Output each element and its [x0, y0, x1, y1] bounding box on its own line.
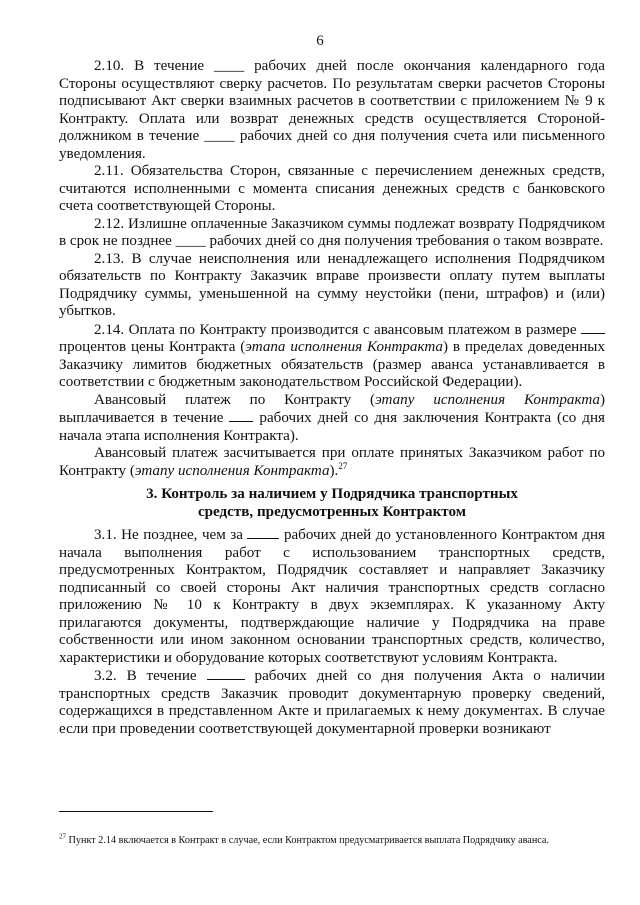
blank-line	[247, 526, 279, 539]
footnote-ref: 27	[338, 460, 348, 471]
clause-3-2: 3.2. В течение рабочих дней со дня получения Акта о наличии транспортных средств Заказчик проводит документарную проверку сведений, содержащихся в представленном Акте и прилагаемых к нему документах. В случае если при проведении соответствующей документарной проверки возникают	[59, 668, 605, 737]
footnote: $^{27}$ Пункт 2.14 включается в Контракт в случае, если Контрактом предусматривается выплата Подрядчику аванса.	[59, 832, 549, 846]
blank-line	[207, 667, 245, 680]
footnote-separator	[59, 811, 213, 812]
advance-payment-offset: Авансовый платеж засчитывается при оплате принятых Заказчиком работ по Контракту (этапу исполнения Контракта).$^{27}$	[59, 445, 605, 479]
clause-2-12: 2.12. Излишне оплаченные Заказчиком суммы подлежат возврату Подрядчиком в срок не позднее ____ рабочих дней со дня получения требования о таком возврате.	[59, 215, 605, 249]
document-body	[59, 58, 605, 738]
clause-2-14: 2.14. Оплата по Контракту производится с авансовым платежом в размере процентов цены Контракта (этапа исполнения Контракта) в пределах доведенных Заказчику лимитов бюджетных обязательств (размер аванса устанавливается в соответствии с бюджетным законодательством Российской Федерации).	[59, 321, 605, 390]
page-number: 6	[316, 33, 324, 49]
clause-3-1: 3.1. Не позднее, чем за рабочих дней до установленного Контрактом дня начала выполнения работ с использованием транспортных средств, предусмотренных Контрактом, Подрядчик составляет и направляет Заказчику подписанный со своей стороны Акт наличия транспортных средств согласно приложению № 10 к Контракту в двух экземплярах. К указанному Акту прилагаются документы, подтверждающие наличие у Подрядчика на праве собственности или ином законном основании транспортных средств, количество, характеристики и оборудование которых соответствуют условиям Контракта.	[59, 527, 606, 666]
clause-2-13: 2.13. В случае неисполнения или ненадлежащего исполнения Подрядчиком обязательств по Контракту Заказчик вправе произвести оплату путем выплаты Подрядчику суммы, уменьшенной на сумму неустойки (пени, штрафов) и (или) убытков.	[59, 250, 605, 319]
advance-payment-term: Авансовый платеж по Контракту (этапу исполнения Контракта) выплачивается в течение рабочих дней со дня заключения Контракта (со дня начала этапа исполнения Контракта).	[59, 391, 605, 444]
blank-line	[229, 409, 253, 422]
clause-2-10: 2.10. В течение ____ рабочих дней после окончания календарного года Стороны осуществляют сверку расчетов. По результатам сверки расчетов Стороны подписывают Акт сверки взаимных расчетов в соответствии с приложением № 9 к Контракту. Оплата или возврат денежных средств осуществляется Стороной-должником в течение ____ рабочих дней со дня получения счета или письменного уведомления.	[59, 58, 605, 162]
blank-line	[581, 321, 605, 334]
clause-2-11: 2.11. Обязательства Сторон, связанные с перечислением денежных средств, считаются исполненными с момента списания денежных средств с банковского счета соответствующей Стороны.	[59, 163, 605, 214]
section-3-heading: 3. Контроль за наличием у Подрядчика транспортных средств, предусмотренных Контрактом	[146, 486, 518, 520]
